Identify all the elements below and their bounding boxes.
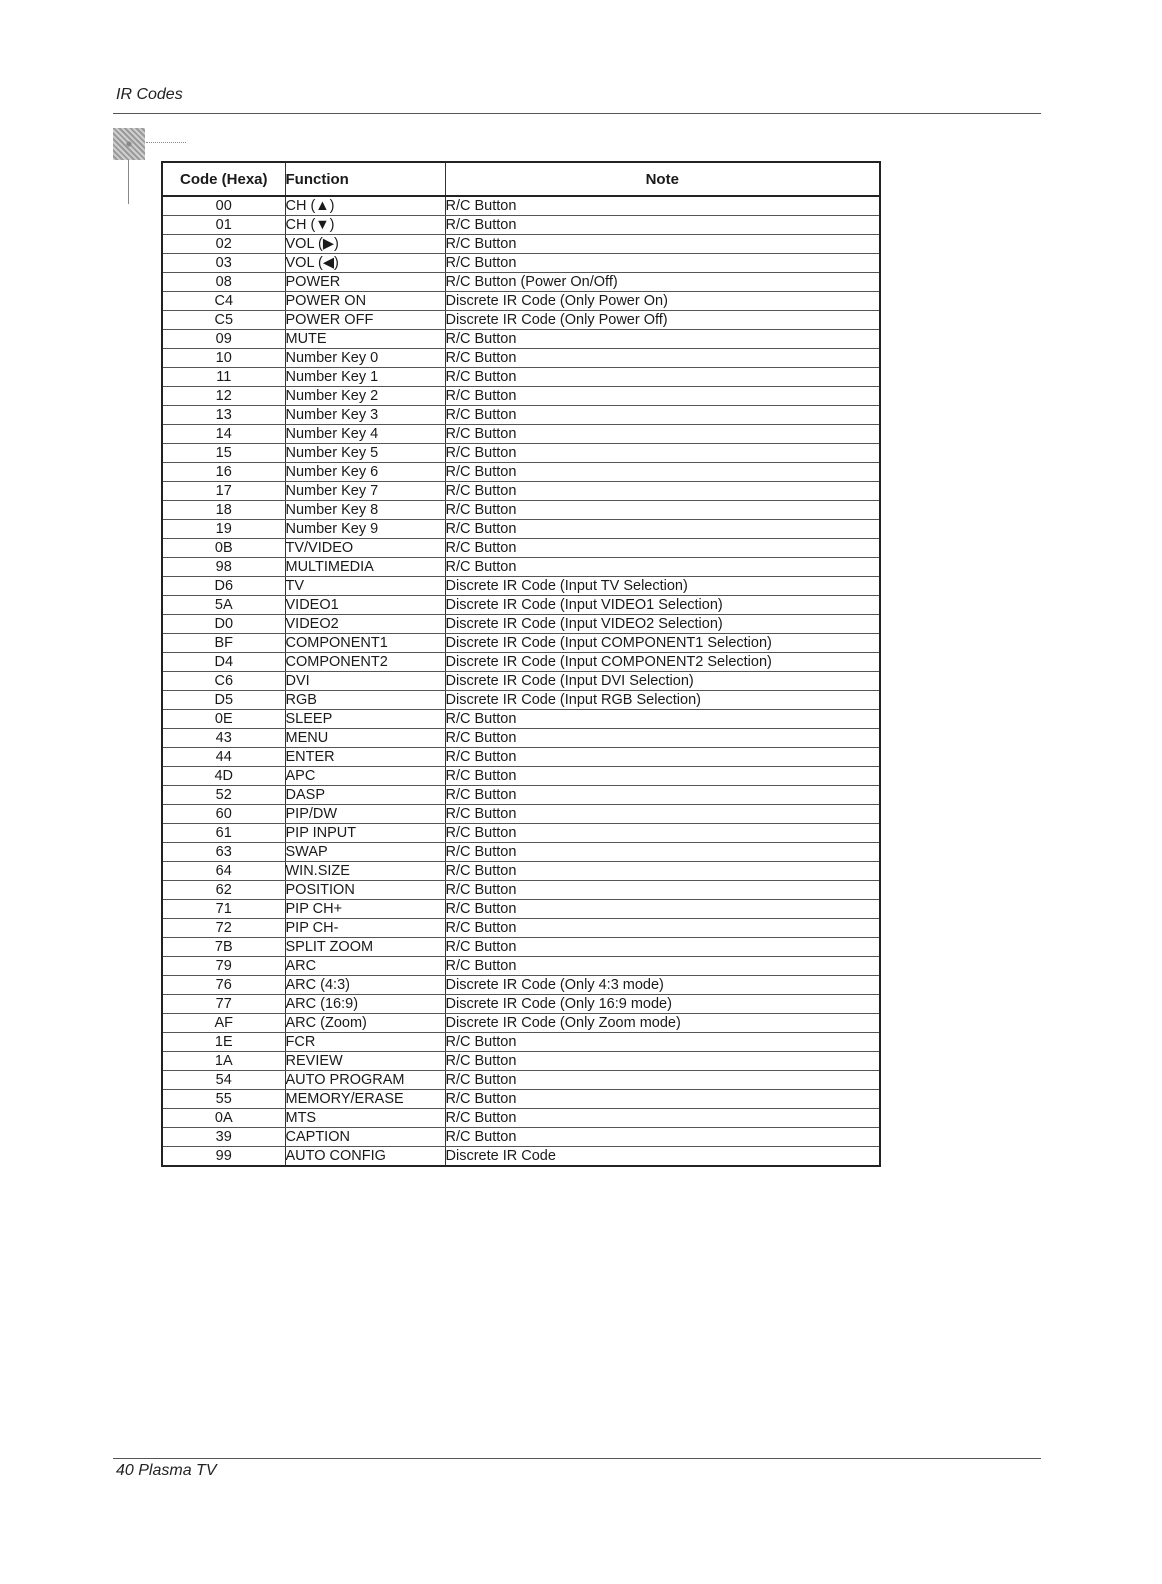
cell-note: R/C Button [445, 330, 880, 349]
cell-function: MTS [285, 1109, 445, 1128]
cell-note: R/C Button [445, 843, 880, 862]
cell-code: 03 [162, 254, 285, 273]
cell-function: Number Key 4 [285, 425, 445, 444]
cell-function: Number Key 9 [285, 520, 445, 539]
cell-function: CH (▼) [285, 216, 445, 235]
cell-code: 55 [162, 1090, 285, 1109]
cell-code: 0A [162, 1109, 285, 1128]
cell-code: 11 [162, 368, 285, 387]
table-row [162, 862, 880, 881]
cell-code: D6 [162, 577, 285, 596]
cell-function: WIN.SIZE [285, 862, 445, 881]
cell-code: 08 [162, 273, 285, 292]
cell-note: R/C Button [445, 919, 880, 938]
cell-note: R/C Button [445, 558, 880, 577]
table-row [162, 1128, 880, 1147]
cell-code: 0B [162, 539, 285, 558]
table-row [162, 1014, 880, 1033]
cell-code: 39 [162, 1128, 285, 1147]
cell-note: R/C Button [445, 406, 880, 425]
table-header [162, 162, 880, 196]
cell-code: 15 [162, 444, 285, 463]
table-row [162, 843, 880, 862]
ir-codes-table [161, 161, 881, 1167]
table-row [162, 387, 880, 406]
table-row [162, 748, 880, 767]
table-row [162, 900, 880, 919]
cell-function: COMPONENT1 [285, 634, 445, 653]
cell-code: 77 [162, 995, 285, 1014]
table-row [162, 919, 880, 938]
table-row [162, 463, 880, 482]
table-row [162, 995, 880, 1014]
cell-code: 0E [162, 710, 285, 729]
table-row [162, 938, 880, 957]
cell-code: D4 [162, 653, 285, 672]
column-header-note: Note [445, 162, 880, 196]
cell-function: Number Key 8 [285, 501, 445, 520]
cell-code: C5 [162, 311, 285, 330]
table-row [162, 539, 880, 558]
column-header-function: Function [285, 162, 445, 196]
table-row [162, 558, 880, 577]
cell-note: R/C Button [445, 539, 880, 558]
cell-note: R/C Button [445, 1071, 880, 1090]
cell-note: R/C Button [445, 881, 880, 900]
cell-function: Number Key 7 [285, 482, 445, 501]
cell-code: 52 [162, 786, 285, 805]
cell-code: 4D [162, 767, 285, 786]
table-row [162, 824, 880, 843]
cell-note: R/C Button [445, 862, 880, 881]
cell-code: BF [162, 634, 285, 653]
cell-note: Discrete IR Code (Input COMPONENT1 Selection) [445, 634, 880, 653]
cell-function: RGB [285, 691, 445, 710]
cell-note: Discrete IR Code (Input RGB Selection) [445, 691, 880, 710]
cell-note: R/C Button [445, 957, 880, 976]
cell-code: 62 [162, 881, 285, 900]
cell-function: POWER OFF [285, 311, 445, 330]
cell-code: 02 [162, 235, 285, 254]
table-row [162, 1052, 880, 1071]
section-marker-icon [113, 128, 145, 160]
cell-code: AF [162, 1014, 285, 1033]
cell-code: 10 [162, 349, 285, 368]
cell-note: R/C Button [445, 729, 880, 748]
cell-code: D0 [162, 615, 285, 634]
footer-divider [113, 1458, 1041, 1459]
table-row [162, 1147, 880, 1167]
cell-function: AUTO CONFIG [285, 1147, 445, 1167]
cell-function: PIP/DW [285, 805, 445, 824]
table-row [162, 311, 880, 330]
cell-note: R/C Button [445, 425, 880, 444]
cell-note: R/C Button [445, 900, 880, 919]
cell-note: Discrete IR Code (Input COMPONENT2 Selection) [445, 653, 880, 672]
cell-code: 76 [162, 976, 285, 995]
cell-code: 1E [162, 1033, 285, 1052]
column-header-code: Code (Hexa) [162, 162, 285, 196]
cell-note: R/C Button [445, 482, 880, 501]
cell-code: 00 [162, 196, 285, 216]
cell-code: 60 [162, 805, 285, 824]
table-row [162, 1071, 880, 1090]
cell-code: 01 [162, 216, 285, 235]
cell-note: Discrete IR Code (Only 16:9 mode) [445, 995, 880, 1014]
cell-note: R/C Button [445, 444, 880, 463]
cell-code: 1A [162, 1052, 285, 1071]
cell-code: 17 [162, 482, 285, 501]
table-row [162, 786, 880, 805]
cell-function: MENU [285, 729, 445, 748]
cell-note: Discrete IR Code (Input TV Selection) [445, 577, 880, 596]
cell-note: R/C Button [445, 710, 880, 729]
table-row [162, 1033, 880, 1052]
cell-function: SWAP [285, 843, 445, 862]
cell-note: R/C Button [445, 463, 880, 482]
footer-page-label: 40 Plasma TV [116, 1462, 217, 1479]
table-row [162, 672, 880, 691]
table-row [162, 1109, 880, 1128]
cell-note: R/C Button [445, 1090, 880, 1109]
cell-function: TV/VIDEO [285, 539, 445, 558]
cell-function: POSITION [285, 881, 445, 900]
table-row [162, 425, 880, 444]
cell-function: FCR [285, 1033, 445, 1052]
cell-note: R/C Button [445, 805, 880, 824]
cell-function: Number Key 3 [285, 406, 445, 425]
cell-code: 7B [162, 938, 285, 957]
table-row [162, 235, 880, 254]
cell-code: 99 [162, 1147, 285, 1167]
cell-function: DVI [285, 672, 445, 691]
cell-function: CAPTION [285, 1128, 445, 1147]
cell-function: Number Key 5 [285, 444, 445, 463]
cell-note: R/C Button [445, 387, 880, 406]
table-row [162, 767, 880, 786]
table-row [162, 577, 880, 596]
cell-function: Number Key 0 [285, 349, 445, 368]
cell-function: PIP CH- [285, 919, 445, 938]
cell-note: R/C Button [445, 254, 880, 273]
cell-function: DASP [285, 786, 445, 805]
cell-note: R/C Button [445, 748, 880, 767]
cell-function: VIDEO2 [285, 615, 445, 634]
cell-function: ARC [285, 957, 445, 976]
cell-code: 14 [162, 425, 285, 444]
cell-note: Discrete IR Code (Input VIDEO1 Selection) [445, 596, 880, 615]
table-row [162, 805, 880, 824]
cell-function: SPLIT ZOOM [285, 938, 445, 957]
table-row [162, 710, 880, 729]
table-row [162, 729, 880, 748]
cell-code: 64 [162, 862, 285, 881]
cell-function: Number Key 2 [285, 387, 445, 406]
cell-function: VOL (◀) [285, 254, 445, 273]
cell-function: CH (▲) [285, 196, 445, 216]
cell-note: Discrete IR Code (Input VIDEO2 Selection) [445, 615, 880, 634]
cell-code: 18 [162, 501, 285, 520]
cell-code: 54 [162, 1071, 285, 1090]
table-row [162, 1090, 880, 1109]
cell-note: R/C Button [445, 938, 880, 957]
cell-note: R/C Button [445, 1109, 880, 1128]
cell-function: ARC (Zoom) [285, 1014, 445, 1033]
cell-code: 09 [162, 330, 285, 349]
cell-note: Discrete IR Code (Only Zoom mode) [445, 1014, 880, 1033]
cell-function: PIP CH+ [285, 900, 445, 919]
cell-code: C4 [162, 292, 285, 311]
cell-function: REVIEW [285, 1052, 445, 1071]
cell-note: R/C Button [445, 235, 880, 254]
cell-function: COMPONENT2 [285, 653, 445, 672]
cell-code: 71 [162, 900, 285, 919]
cell-function: MUTE [285, 330, 445, 349]
table-row [162, 653, 880, 672]
cell-function: Number Key 1 [285, 368, 445, 387]
table-row [162, 330, 880, 349]
cell-function: VOL (▶) [285, 235, 445, 254]
cell-function: VIDEO1 [285, 596, 445, 615]
cell-code: 44 [162, 748, 285, 767]
table-row [162, 881, 880, 900]
cell-function: Number Key 6 [285, 463, 445, 482]
cell-code: 43 [162, 729, 285, 748]
cell-code: 19 [162, 520, 285, 539]
cell-function: TV [285, 577, 445, 596]
cell-note: Discrete IR Code (Only 4:3 mode) [445, 976, 880, 995]
table-row [162, 254, 880, 273]
table-row [162, 615, 880, 634]
table-row [162, 368, 880, 387]
cell-function: POWER ON [285, 292, 445, 311]
cell-function: ARC (16:9) [285, 995, 445, 1014]
cell-note: R/C Button [445, 1052, 880, 1071]
cell-function: SLEEP [285, 710, 445, 729]
cell-note: R/C Button [445, 767, 880, 786]
cell-function: APC [285, 767, 445, 786]
header-divider [113, 113, 1041, 114]
cell-code: 16 [162, 463, 285, 482]
table-row [162, 196, 880, 216]
cell-code: 5A [162, 596, 285, 615]
cell-note: R/C Button [445, 196, 880, 216]
cell-note: Discrete IR Code (Input DVI Selection) [445, 672, 880, 691]
table-row [162, 273, 880, 292]
section-marker-dash [146, 142, 186, 143]
cell-function: MEMORY/ERASE [285, 1090, 445, 1109]
page-header-title: IR Codes [116, 86, 183, 103]
table-row [162, 482, 880, 501]
table-row [162, 957, 880, 976]
table-body [162, 196, 880, 1166]
section-marker-line [128, 160, 129, 204]
cell-note: R/C Button [445, 824, 880, 843]
cell-note: R/C Button (Power On/Off) [445, 273, 880, 292]
cell-code: 79 [162, 957, 285, 976]
cell-note: R/C Button [445, 368, 880, 387]
cell-note: R/C Button [445, 349, 880, 368]
cell-function: ENTER [285, 748, 445, 767]
table-row [162, 349, 880, 368]
cell-code: 12 [162, 387, 285, 406]
cell-function: MULTIMEDIA [285, 558, 445, 577]
table-row [162, 406, 880, 425]
cell-function: PIP INPUT [285, 824, 445, 843]
cell-code: 72 [162, 919, 285, 938]
cell-note: Discrete IR Code (Only Power On) [445, 292, 880, 311]
table-header-row [162, 162, 880, 196]
table-row [162, 634, 880, 653]
cell-code: D5 [162, 691, 285, 710]
table-row [162, 216, 880, 235]
cell-function: AUTO PROGRAM [285, 1071, 445, 1090]
cell-note: R/C Button [445, 216, 880, 235]
cell-function: ARC (4:3) [285, 976, 445, 995]
table-row [162, 292, 880, 311]
cell-code: 63 [162, 843, 285, 862]
cell-code: 13 [162, 406, 285, 425]
cell-note: R/C Button [445, 1128, 880, 1147]
cell-note: R/C Button [445, 501, 880, 520]
cell-note: Discrete IR Code [445, 1147, 880, 1167]
cell-note: R/C Button [445, 520, 880, 539]
cell-code: C6 [162, 672, 285, 691]
cell-code: 98 [162, 558, 285, 577]
table-row [162, 444, 880, 463]
cell-note: Discrete IR Code (Only Power Off) [445, 311, 880, 330]
cell-note: R/C Button [445, 786, 880, 805]
cell-function: POWER [285, 273, 445, 292]
table-row [162, 976, 880, 995]
table-row [162, 691, 880, 710]
table-row [162, 520, 880, 539]
table-row [162, 596, 880, 615]
cell-code: 61 [162, 824, 285, 843]
cell-note: R/C Button [445, 1033, 880, 1052]
table-row [162, 501, 880, 520]
